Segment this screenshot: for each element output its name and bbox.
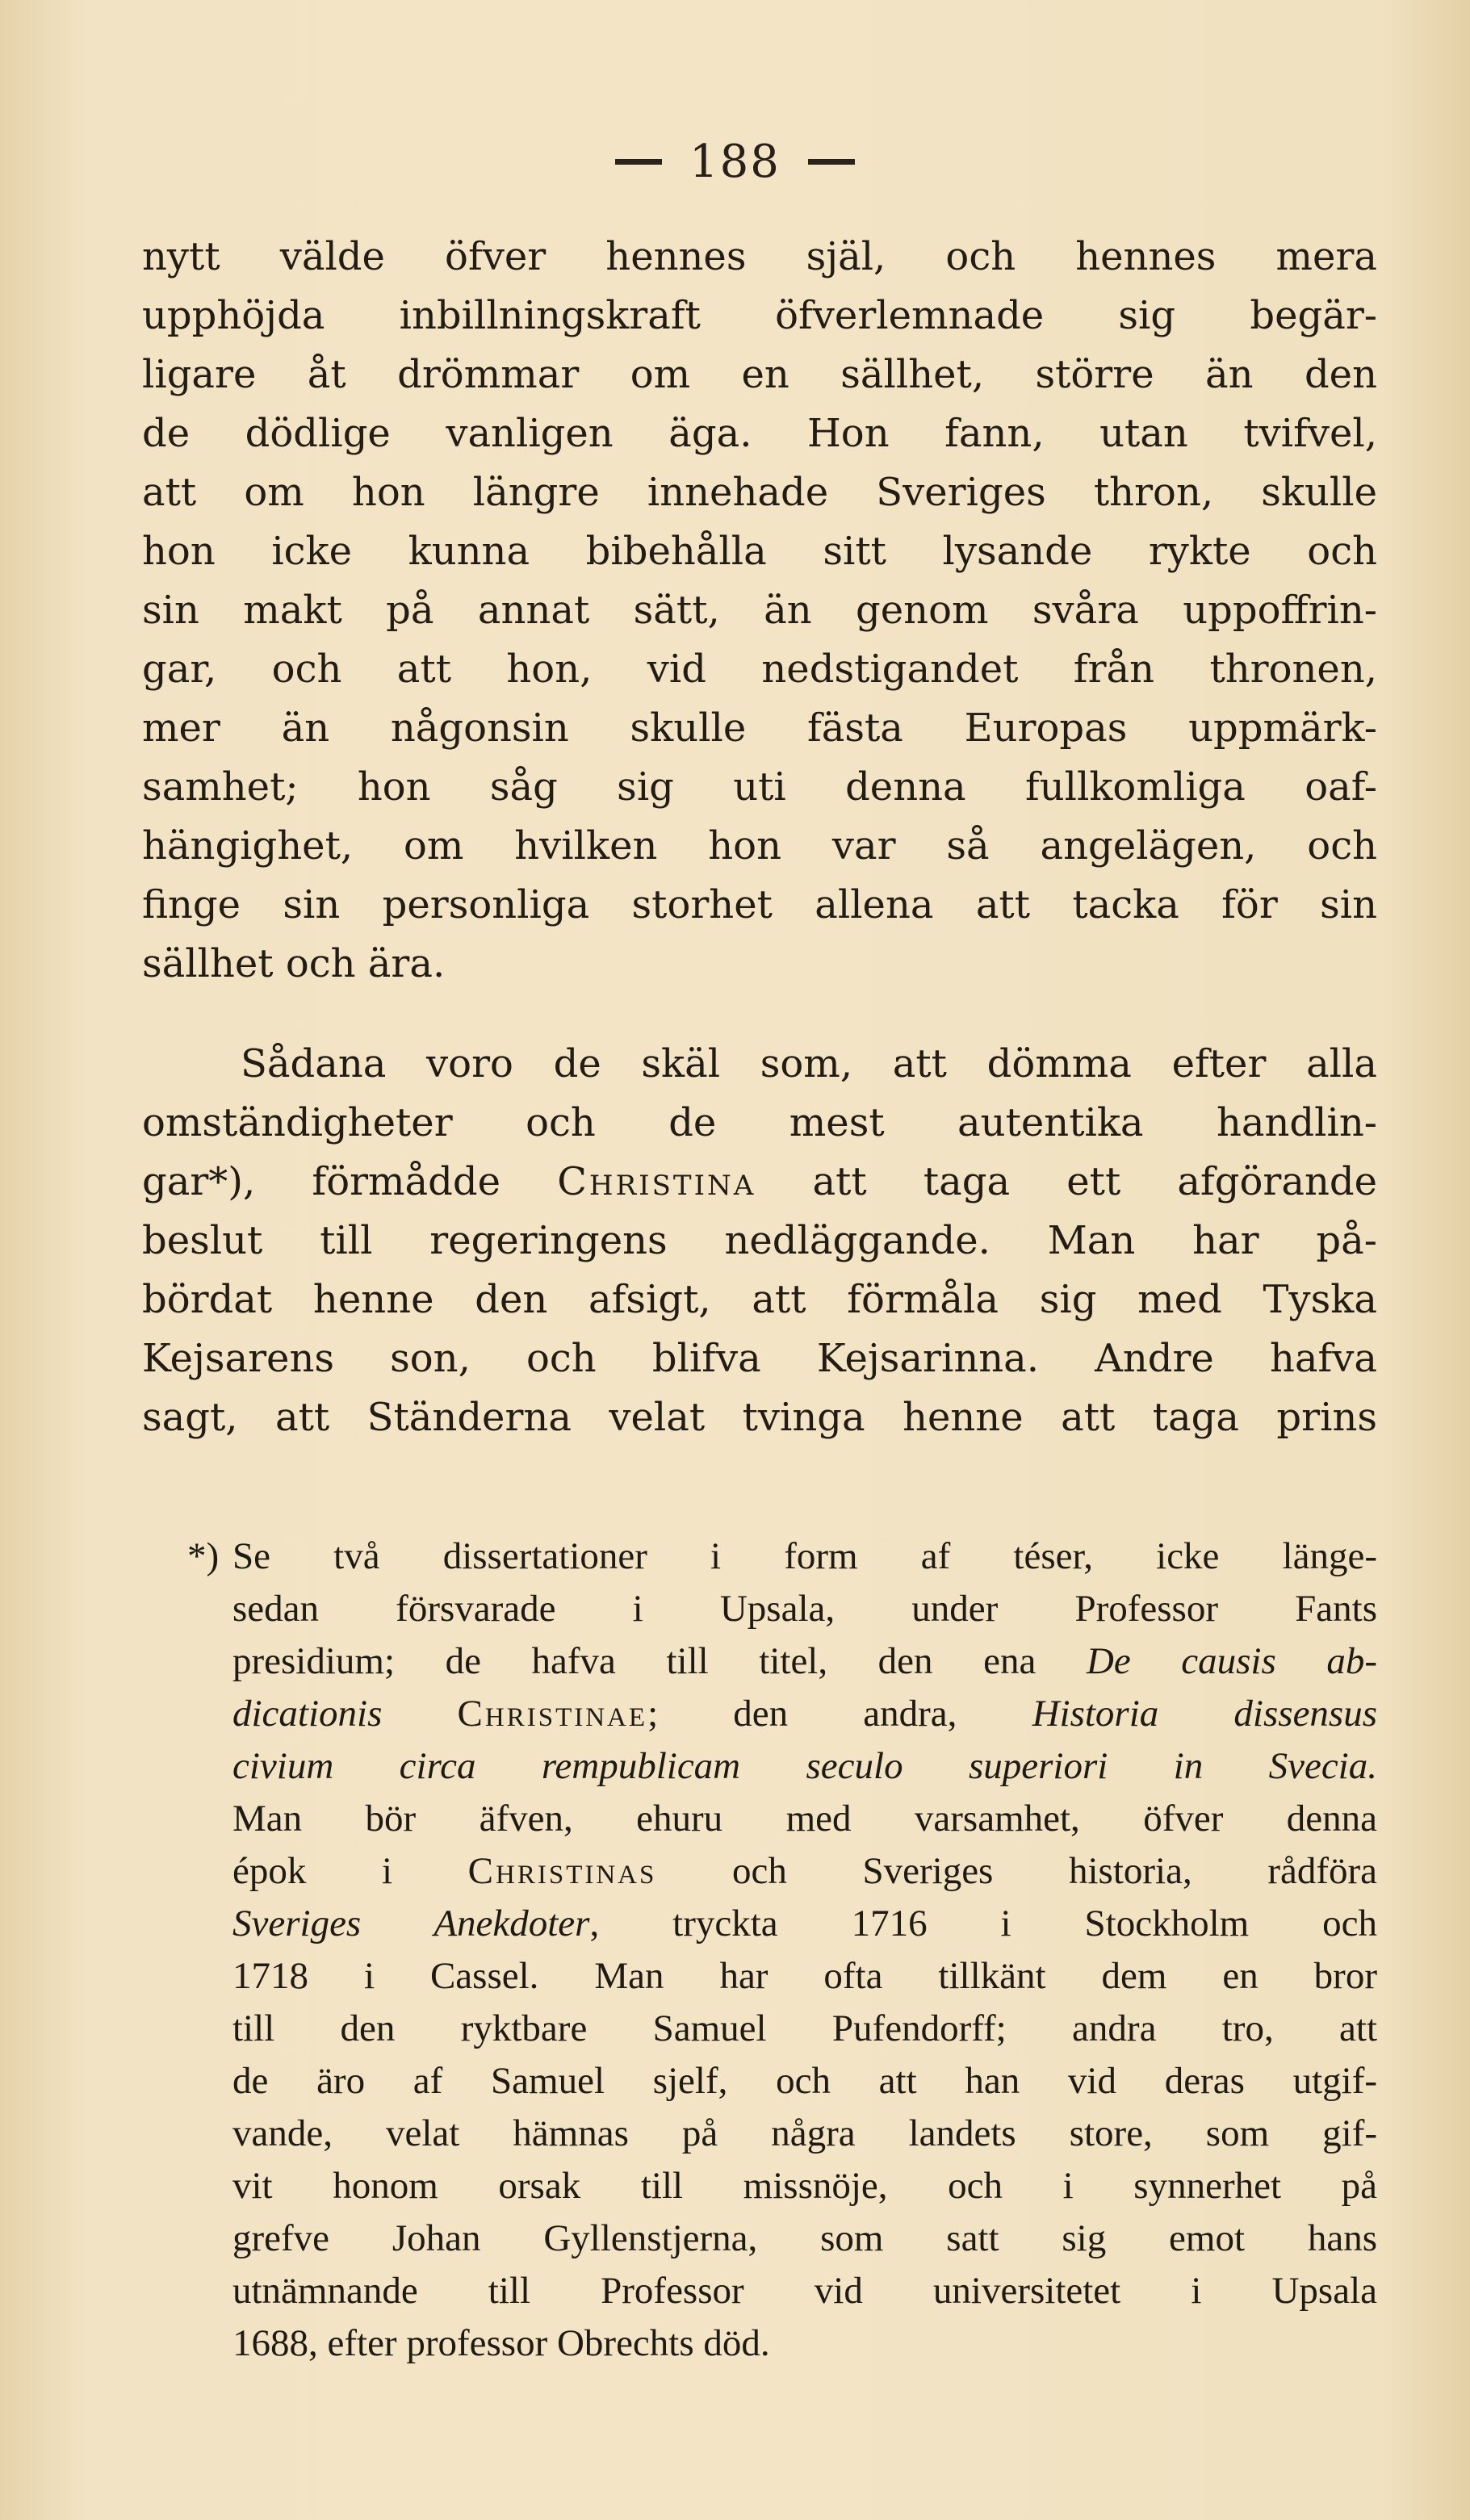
footnote-line: vande, velat hämnas på några landets store, som gif- — [232, 2112, 1377, 2154]
text-line: sällhet och ära. — [142, 941, 446, 986]
page-number: 188 — [689, 136, 781, 188]
footnote-line: 1688, efter professor Obrechts död. — [232, 2322, 770, 2364]
text-line: Sådana voro de skäl som, att dömma efter alla — [241, 1041, 1377, 1086]
footnote-line — [232, 1898, 1377, 1950]
text-line: upphöjda inbillningskraft öfverlemnade sig begär- — [142, 293, 1377, 338]
page-header — [0, 136, 1470, 188]
footnote-line: Se två dissertationer i form af téser, icke länge- — [232, 1535, 1377, 1577]
text-line: att om hon längre innehade Sveriges thron, skulle — [142, 470, 1377, 515]
italic-title: De causis ab- — [1086, 1640, 1377, 1682]
text-line: nytt välde öfver hennes själ, och hennes mera — [142, 234, 1377, 279]
italic-title: Sveriges Anekdoter — [232, 1903, 590, 1944]
text-line: sin makt på annat sätt, än genom svåra uppoffrin- — [142, 588, 1377, 633]
footnote-line: grefve Johan Gyllenstjerna, som satt sig emot hans — [232, 2217, 1377, 2259]
text-line: sagt, att Ständerna velat tvinga henne att taga prins — [142, 1395, 1377, 1440]
text-line: bördat henne den afsigt, att förmåla sig med Tyska — [142, 1277, 1377, 1322]
footnote-line: utnämnande till Professor vid universitetet i Upsala — [232, 2270, 1377, 2312]
footnote-line — [232, 1845, 1377, 1898]
footnote-line — [232, 1635, 1377, 1688]
paragraph-1 — [142, 228, 1377, 994]
right-dash — [808, 159, 855, 165]
text-fragment: och Sveriges historia, rådföra — [656, 1850, 1377, 1892]
text-fragment: presidium; de hafva till titel, den ena — [232, 1640, 1087, 1682]
footnote-line: vit honom orsak till missnöje, och i synnerhet på — [232, 2165, 1377, 2207]
footnote-line: till den ryktbare Samuel Pufendorff; andra tro, att — [232, 2007, 1377, 2049]
footnote — [232, 1530, 1377, 2370]
text-line: samhet; hon såg sig uti denna fullkomliga oaf- — [142, 764, 1377, 810]
footnote-line: sedan försvarade i Upsala, under Professor Fants — [232, 1588, 1377, 1630]
text-fragment: att taga ett afgörande — [756, 1159, 1377, 1204]
text-fragment: ; den andra, — [647, 1693, 1032, 1735]
text-line: hängighet, om hvilken hon var så angelägen, och — [142, 823, 1377, 869]
italic-title: Historia dissensus — [1032, 1693, 1377, 1735]
text-line: gar, och att hon, vid nedstigandet från thronen, — [142, 647, 1377, 692]
text-line: mer än någonsin skulle fästa Europas uppmärk- — [142, 705, 1377, 751]
footnote-line: de äro af Samuel sjelf, och att han vid deras utgif- — [232, 2060, 1377, 2102]
footnote-line: 1718 i Cassel. Man har ofta tillkänt dem en bror — [232, 1955, 1377, 1997]
text-line: finge sin personliga storhet allena att tacka för sin — [142, 882, 1377, 927]
text-line-with-name — [142, 1153, 1377, 1212]
text-fragment: épok i — [232, 1850, 468, 1892]
paragraph-2 — [142, 1035, 1377, 1447]
footnote-line: Man bör äfven, ehuru med varsamhet, öfver denna — [232, 1798, 1377, 1840]
name-christinae: Christinae — [457, 1693, 648, 1735]
italic-title: dicationis — [232, 1693, 383, 1735]
text-line: beslut till regeringens nedläggande. Man har på- — [142, 1218, 1377, 1263]
text-line: Kejsarens son, och blifva Kejsarinna. Andre hafva — [142, 1336, 1377, 1381]
text-fragment: , tryckta 1716 i Stockholm och — [589, 1903, 1377, 1944]
main-text — [142, 228, 1377, 1447]
footnote-mark: *) — [187, 1535, 220, 1577]
name-christinas: Christinas — [467, 1850, 657, 1892]
text-line: ligare åt drömmar om en sällhet, större än den — [142, 352, 1377, 397]
name-christina: Christina — [557, 1159, 756, 1204]
text-line: hon icke kunna bibehålla sitt lysande rykte och — [142, 529, 1377, 574]
left-dash — [615, 159, 662, 165]
footnote-line — [232, 1688, 1377, 1740]
footnote-line: civium circa rempublicam seculo superiori in Svecia. — [232, 1745, 1377, 1787]
text-fragment: gar*), förmådde — [142, 1159, 558, 1204]
text-line: de dödlige vanligen äga. Hon fann, utan tvifvel, — [142, 411, 1377, 456]
text-line: omständigheter och de mest autentika handlin- — [142, 1100, 1377, 1145]
